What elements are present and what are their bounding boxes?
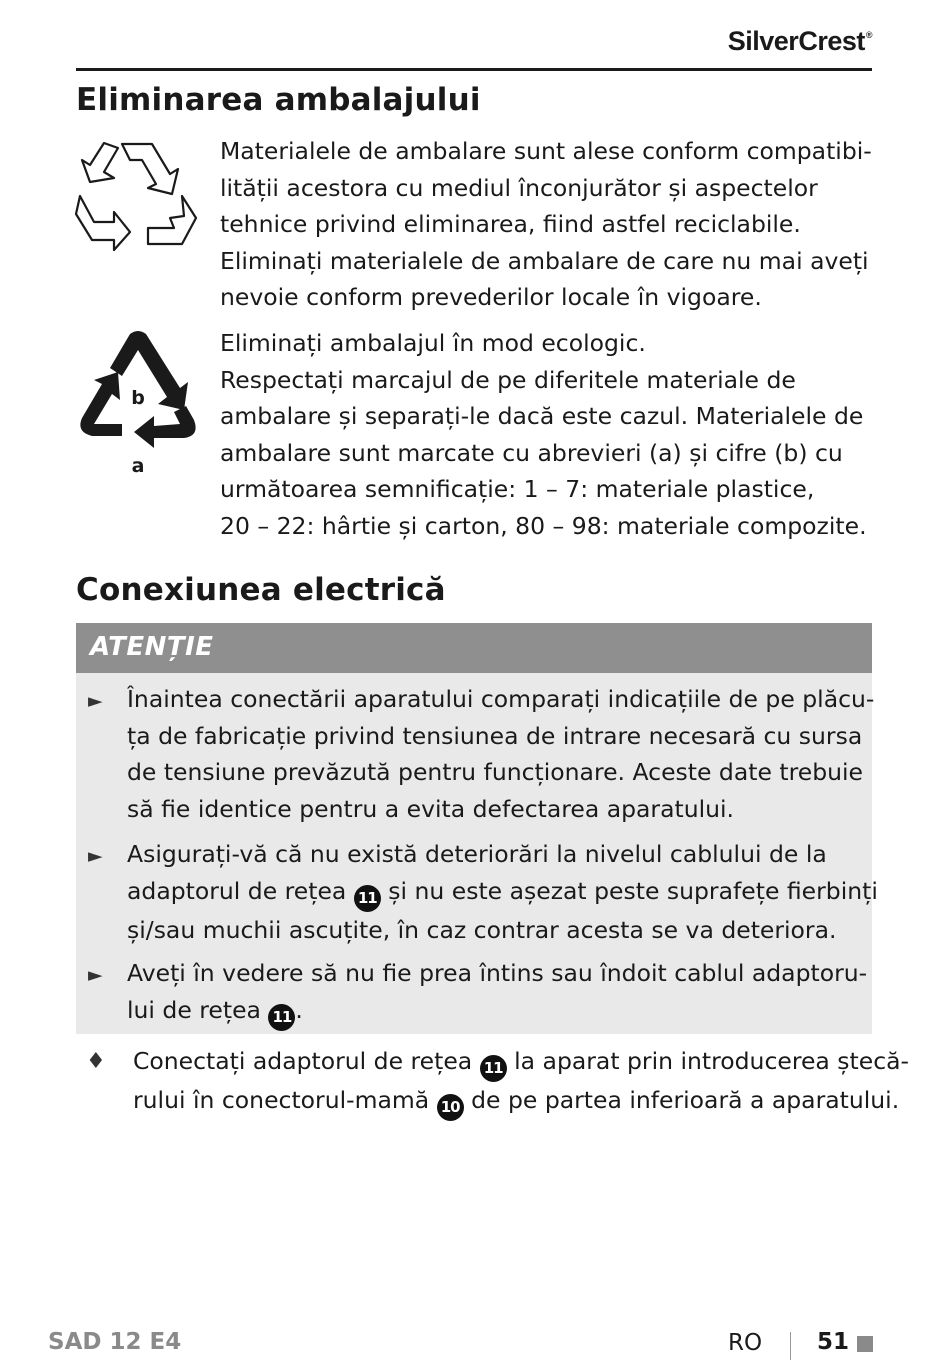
footer-square-marker — [857, 1336, 873, 1352]
footer-divider — [790, 1332, 791, 1360]
reference-number-badge: 10 — [437, 1094, 464, 1121]
recycling-arrows-icon — [74, 138, 202, 256]
resin-label-a: a — [131, 455, 145, 476]
warning-item-2: Asigurați-vă că nu există deteriorări la nivelul cablului de la adaptorul de rețea 11 și nu este așezat peste suprafețe fierbinți și/sau muchii ascuțite, în caz contrar acesta se va deteriora. — [127, 840, 878, 944]
warning-bullet: ► — [88, 845, 103, 867]
warning-label: ATENȚIE — [90, 632, 214, 662]
resin-code-triangle-icon — [72, 326, 204, 476]
warning-header — [76, 623, 872, 673]
packaging-paragraph-1: Materialele de ambalare sunt alese conform compatibi- lității acestora cu mediul înconjurător și aspectelor tehnice privind eliminarea, fiind astfel reciclabile. Eliminați materialele de ambalare de care nu mai aveți nevoie conform prevederilor locale în vigoare. — [220, 137, 872, 311]
reference-number-badge: 11 — [480, 1055, 507, 1082]
warning-bullet: ► — [88, 964, 103, 986]
packaging-paragraph-2: Eliminați ambalajul în mod ecologic. Respectați marcajul de pe diferitele materiale de ambalare și separați-le dacă este cazul. Materialele de ambalare sunt marcate cu abrevieri (a) și cifre (b) cu următoarea semnificație: 1 – 7: materiale plastice, 20 – 22: hârtie și carton, 80 – 98: materiale compozite. — [220, 329, 867, 540]
header-rule — [76, 68, 872, 71]
warning-item-1: Înaintea conectării aparatului comparați indicațiile de pe plăcu- ța de fabricație privind tensiunea de intrare necesară cu sursa de tensiune prevăzută pentru funcționare. Aceste date trebuie să fie identice pentru a evita defectarea aparatului. — [127, 685, 875, 823]
resin-label-b: b — [131, 387, 145, 409]
step-bullet: ♦ — [86, 1049, 106, 1074]
reference-number-badge: 11 — [354, 885, 381, 912]
footer-page-number: 51 — [817, 1329, 850, 1355]
brand-logo: SilverCrest® — [727, 26, 872, 56]
warning-item-3: Aveți în vedere să nu fie prea întins sau îndoit cablul adaptoru- lui de rețea 11 . — [127, 955, 867, 1031]
connection-step: Conectați adaptorul de rețea 11 la aparat prin introducerea ștecă- rului în conectorul-mamă 10 de pe partea inferioară a aparatului. — [133, 1043, 873, 1121]
footer-language: RO — [728, 1330, 763, 1356]
footer-model-number: SAD 12 E4 — [48, 1329, 182, 1355]
section-title-electric: Conexiunea electrică — [76, 572, 446, 608]
reference-number-badge: 11 — [268, 1004, 295, 1031]
section-title-disposal: Eliminarea ambalajului — [76, 82, 481, 118]
warning-bullet: ► — [88, 690, 103, 712]
